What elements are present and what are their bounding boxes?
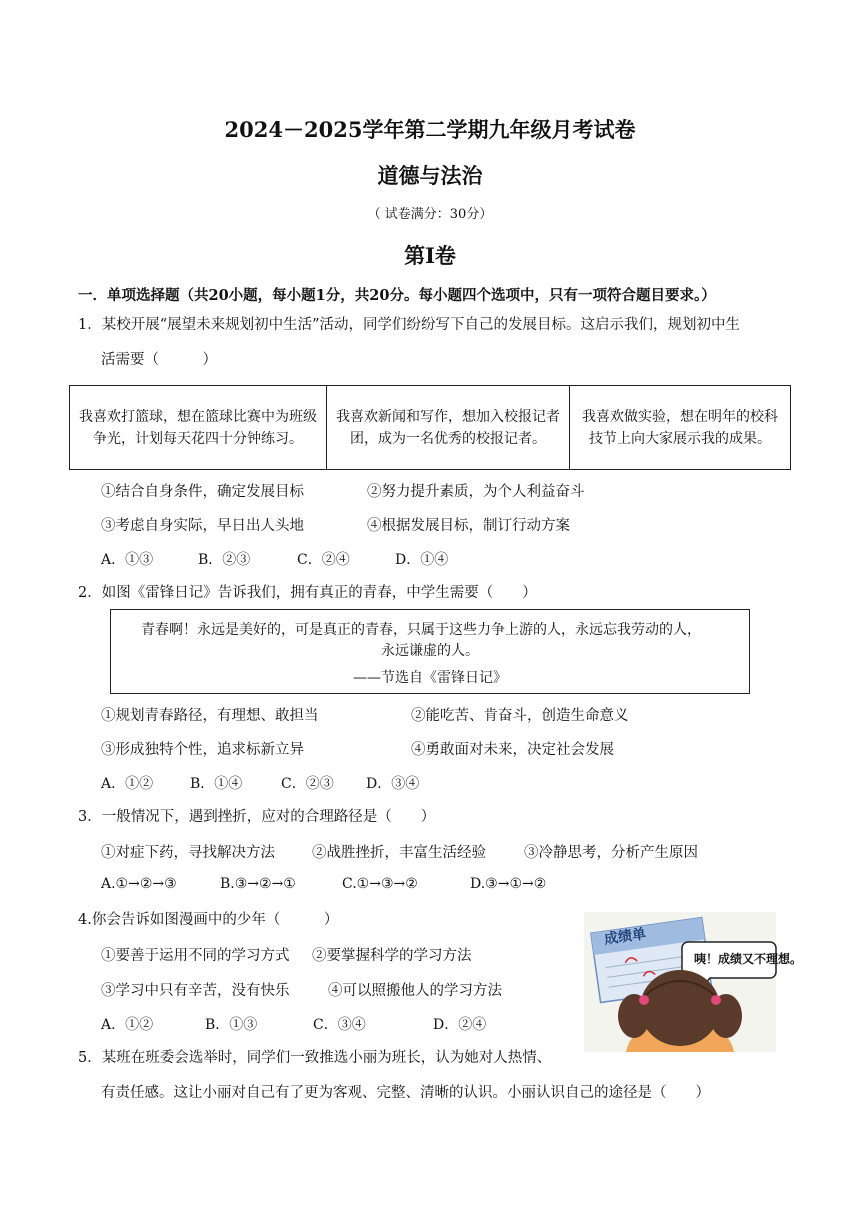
q1-stem-line2: 活需要（ ） (101, 352, 217, 368)
q1-table-cell: 我喜欢打篮球，想在篮球比赛中为班级争光，计划每天花四十分钟练习。 (79, 408, 317, 447)
q1-answer-a[interactable]: A．①③ (101, 552, 154, 568)
q2-quote-box (110, 609, 750, 694)
q4-option-1: ①要善于运用不同的学习方式 (101, 948, 290, 964)
q3-option-1: ①对症下药，寻找解决方法 (101, 845, 275, 861)
q4-stem: 4.你会告诉如图漫画中的少年（ ） (78, 912, 339, 928)
q3-answer-d[interactable]: D.③→①→② (470, 876, 547, 892)
q1-answer-d[interactable]: D．①④ (395, 552, 449, 568)
q2-quote-line1: 青春啊！永远是美好的，可是真正的青春，只属于这些力争上游的人，永远忘我劳动的人， (141, 622, 701, 638)
score-note: （ 试卷满分：30分） (367, 207, 493, 222)
q1-answer-b[interactable]: B．②③ (198, 552, 251, 568)
q4-option-4: ④可以照搬他人的学习方法 (328, 983, 502, 999)
q1-option-3: ③考虑自身实际，早日出人头地 (101, 518, 304, 534)
q2-option-3: ③形成独特个性，追求标新立异 (101, 742, 304, 758)
q3-stem: 3．一般情况下，遇到挫折，应对的合理路径是（ ） (78, 809, 436, 825)
q3-answer-a[interactable]: A.①→②→③ (101, 876, 177, 892)
q4-option-2: ②要掌握科学的学习方法 (312, 948, 472, 964)
q2-answer-d[interactable]: D．③④ (366, 776, 420, 792)
volume-title: 第Ⅰ卷 (404, 243, 456, 268)
q3-option-3: ③冷静思考，分析产生原因 (524, 845, 698, 861)
q2-quote-source: ——节选自《雷锋日记》 (353, 670, 507, 686)
q1-table-cell: 我喜欢新闻和写作，想加入校报记者团，成为一名优秀的校报记者。 (326, 386, 569, 469)
q5-stem-line1: 5．某班在班委会选举时，同学们一致推选小丽为班长，认为她对人热情、 (78, 1050, 552, 1066)
q2-option-2: ②能吃苦、肯奋斗，创造生命意义 (411, 708, 629, 724)
q4-comic-illustration (584, 912, 803, 1052)
section-heading: 一．单项选择题（共20小题，每小题1分，共20分。每小题四个选项中，只有一项符合题目要求。） (78, 287, 716, 304)
q1-option-2: ②努力提升素质，为个人利益奋斗 (367, 484, 585, 500)
comic-sheet-label: 成绩单 (603, 926, 648, 948)
q1-option-1: ①结合自身条件，确定发展目标 (101, 484, 304, 500)
q3-answer-c[interactable]: C.①→③→② (342, 876, 418, 892)
q2-quote-line2: 永远谦虚的人。 (381, 643, 479, 659)
subject-title: 道德与法治 (377, 163, 483, 188)
q4-answer-c[interactable]: C．③④ (313, 1017, 366, 1033)
q1-answer-c[interactable]: C．②④ (297, 552, 350, 568)
q2-answer-a[interactable]: A．①② (101, 776, 154, 792)
q2-answer-b[interactable]: B．①④ (190, 776, 243, 792)
comic-speech-bubble: 咦！成绩又不理想。 (694, 952, 803, 966)
q1-stem-line1: 1．某校开展“展望未来规划初中生活”活动，同学们纷纷写下自己的发展目标。这启示我们，规划初中生 (78, 317, 741, 333)
q3-answer-b[interactable]: B.③→②→① (220, 876, 296, 892)
q2-stem: 2．如图《雷锋日记》告诉我们，拥有真正的青春，中学生需要（ ） (78, 585, 537, 601)
q5-stem-line2: 有责任感。这让小丽对自己有了更为客观、完整、清晰的认识。小丽认识自己的途径是（ ） (101, 1085, 710, 1101)
q1-option-4: ④根据发展目标，制订行动方案 (367, 518, 570, 534)
q4-answer-a[interactable]: A．①② (101, 1017, 154, 1033)
q2-answer-c[interactable]: C．②③ (281, 776, 334, 792)
q4-answer-d[interactable]: D．②④ (433, 1017, 487, 1033)
exam-title: 2024－2025学年第二学期九年级月考试卷 (224, 117, 636, 142)
q1-goal-table (69, 385, 791, 470)
q2-option-4: ④勇敢面对未来，决定社会发展 (411, 742, 614, 758)
q1-table-cell: 我喜欢做实验，想在明年的校科技节上向大家展示我的成果。 (569, 386, 790, 469)
q4-answer-b[interactable]: B．①③ (205, 1017, 258, 1033)
q3-option-2: ②战胜挫折，丰富生活经验 (312, 845, 486, 861)
q4-option-3: ③学习中只有辛苦，没有快乐 (101, 983, 290, 999)
q2-option-1: ①规划青春路径，有理想、敢担当 (101, 708, 319, 724)
